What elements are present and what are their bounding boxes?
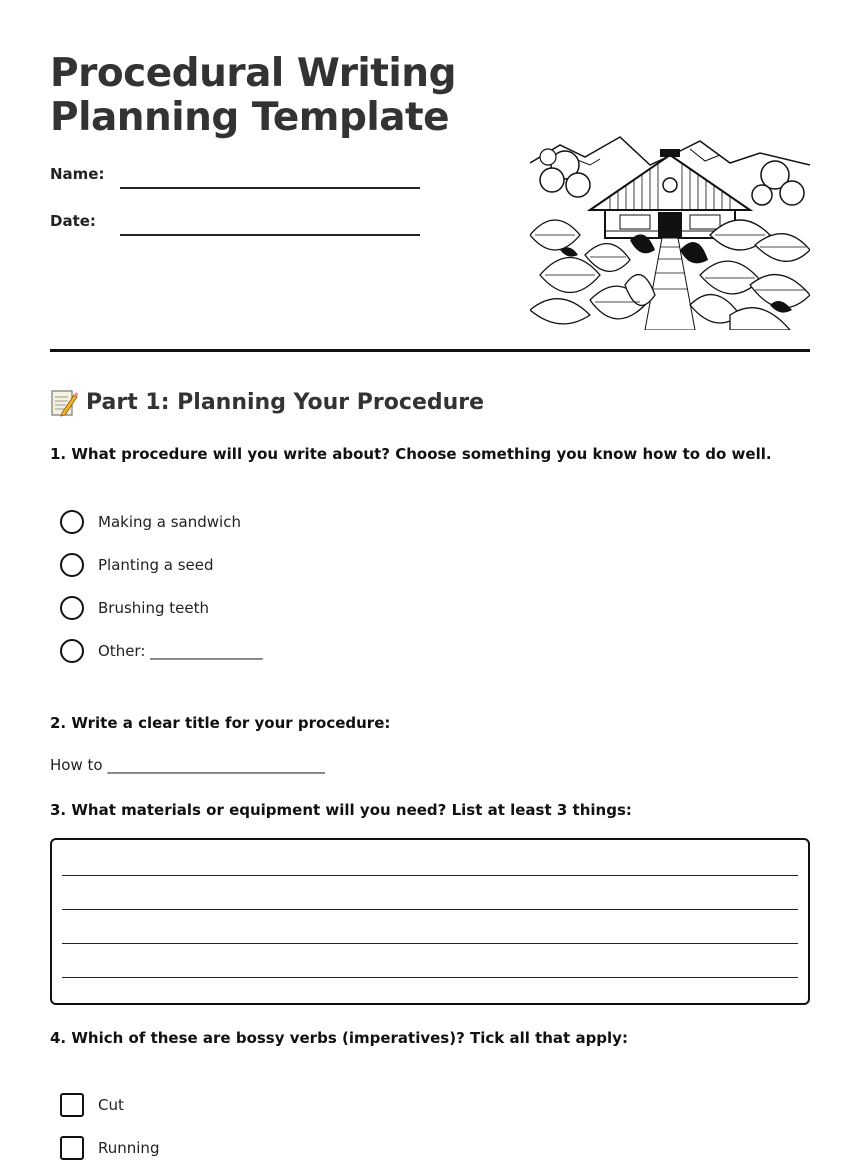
checkbox[interactable] [60, 1093, 84, 1117]
q1-option-2[interactable] [60, 553, 214, 577]
radio-button[interactable] [60, 510, 84, 534]
radio-button[interactable] [60, 596, 84, 620]
date-field[interactable] [120, 234, 420, 236]
option-label: Brushing teeth [98, 599, 209, 617]
answer-line[interactable] [62, 943, 798, 944]
q1-option-1[interactable] [60, 510, 241, 534]
radio-button[interactable] [60, 639, 84, 663]
answer-line[interactable] [62, 875, 798, 876]
q1-option-3[interactable] [60, 596, 209, 620]
answer-line[interactable] [62, 909, 798, 910]
title-answer-line[interactable]: How to _____________________________ [50, 756, 325, 774]
materials-answer-box[interactable] [50, 838, 810, 1005]
checkbox[interactable] [60, 1136, 84, 1160]
section-heading-text: Part 1: Planning Your Procedure [86, 389, 485, 415]
memo-icon [50, 387, 78, 417]
question-4: 4. Which of these are bossy verbs (imperatives)? Tick all that apply: [50, 1029, 628, 1047]
name-label: Name: [50, 165, 105, 183]
house-jungle-illustration [530, 135, 810, 330]
q1-option-4[interactable] [60, 639, 263, 663]
answer-line[interactable] [62, 977, 798, 978]
date-label: Date: [50, 212, 96, 230]
option-label: Other: _______________ [98, 642, 263, 660]
q4-option-2[interactable] [60, 1136, 159, 1160]
option-label: Cut [98, 1096, 124, 1114]
page-title [50, 52, 490, 140]
name-field[interactable] [120, 187, 420, 189]
option-label: Planting a seed [98, 556, 214, 574]
title-line-2: Planning Template [50, 95, 450, 140]
header-divider [50, 349, 810, 352]
option-label: Making a sandwich [98, 513, 241, 531]
q4-option-1[interactable] [60, 1093, 124, 1117]
question-3: 3. What materials or equipment will you need? List at least 3 things: [50, 801, 632, 819]
radio-button[interactable] [60, 553, 84, 577]
title-line-1: Procedural Writing [50, 51, 456, 96]
option-label: Running [98, 1139, 160, 1157]
question-1: 1. What procedure will you write about? Choose something you know how to do well. [50, 445, 772, 463]
question-2: 2. Write a clear title for your procedure: [50, 714, 391, 732]
section-heading [50, 387, 484, 417]
